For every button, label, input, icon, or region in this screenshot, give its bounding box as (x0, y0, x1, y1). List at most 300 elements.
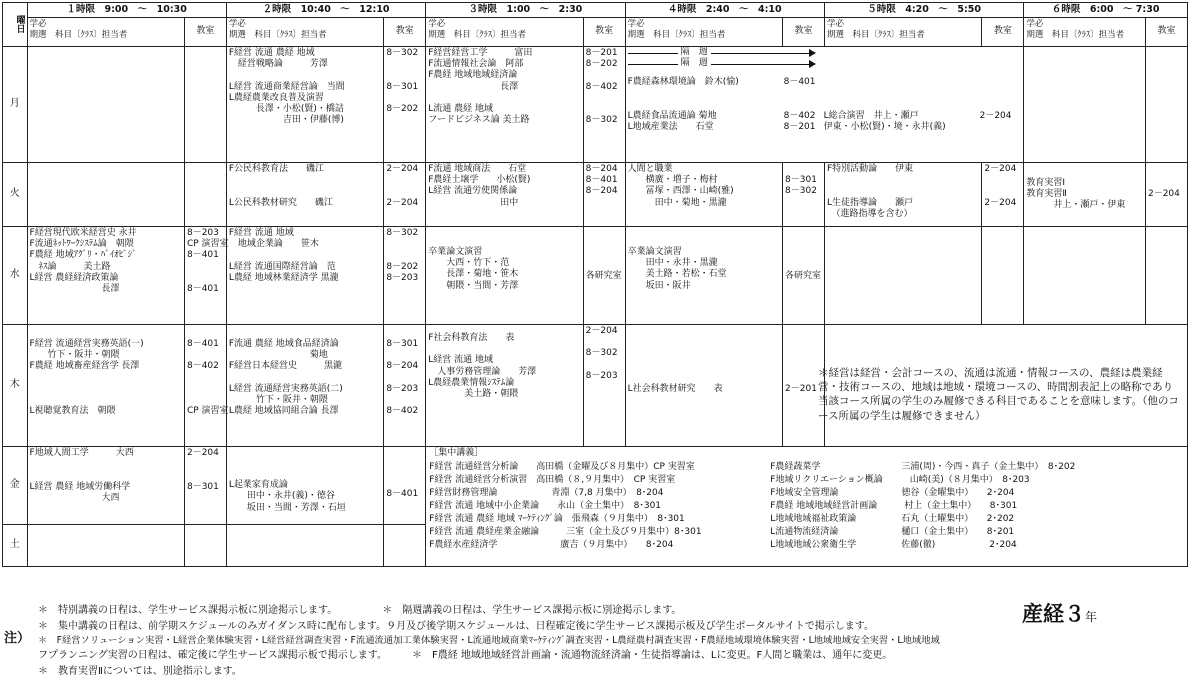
room-number: 8－402 (783, 110, 816, 121)
course-list (386, 228, 423, 284)
room-number: 8－402 (386, 406, 419, 417)
cell-mon-p6 (1024, 46, 1146, 162)
cell-wed-p2 (226, 226, 383, 324)
course-line: F経営経営工学 富田 (428, 47, 533, 58)
day-label-thu: 木 (3, 324, 28, 446)
course-line: 人間と職業 (627, 163, 673, 174)
room-number (586, 198, 623, 209)
room-number: 8－401 (186, 284, 219, 295)
notes-marker: 注） (4, 631, 31, 646)
row-friday (3, 446, 1188, 524)
course-line: F流通ﾈｯﾄﾜｰｸｼｽﾃﾑ論 朝隈 (29, 239, 134, 250)
course-line: F地域リクリエーション概論 山崎(美)（８月集中） 8･203 (770, 474, 1030, 485)
cell-thu-p1 (27, 324, 184, 446)
intensive-left-list (429, 461, 769, 552)
room-number: 8－302 (585, 348, 618, 359)
course-line: L農経 地域林業経済学 黒瀧 (228, 272, 339, 283)
footnote-line: ＊ F経営ソリューション実習・L経営企業体験実習・L経営経営調査実習・F流通流通加工業体験実習・L流通地域商業ﾏｰｹﾃｨﾝｸﾞ調査実習・L農経農村調査実習・F農経地域環境体験実習・L地域地域安全実習・L地域地域 (38, 635, 940, 646)
course-line (30, 470, 182, 481)
course-line: F経営 流通 地域中小企業論 永山（金土集中） 8･301 (429, 501, 662, 512)
room-number (785, 164, 822, 175)
course-list (628, 77, 778, 133)
cell-thu-p4 (625, 324, 782, 446)
course-col-header: 学必 期選 科目〔ｸﾗｽ〕担当者 (824, 17, 981, 46)
room-col-header: 教室 (783, 17, 825, 46)
course-line (229, 373, 381, 384)
course-line (628, 339, 780, 350)
course-list (784, 77, 822, 133)
room-number (187, 470, 224, 481)
course-list (785, 339, 822, 395)
room-number (784, 88, 822, 99)
course-line: 教育実習Ⅰ (1026, 177, 1065, 188)
course-line: 大西 (29, 492, 120, 503)
room-number (187, 395, 224, 406)
period-3-header: ３時限 1:00 ～ 2:30 (426, 3, 625, 18)
room-number (386, 93, 423, 104)
room-number (586, 70, 623, 81)
cell-mon-p4 (625, 46, 1024, 162)
room-number (386, 186, 423, 197)
course-line: F経営 流通経営分析演習 高田橋（８,９月集中） CP 実習室 (429, 474, 676, 485)
room-number (984, 175, 1021, 186)
course-line (30, 459, 182, 470)
course-list (229, 339, 381, 418)
room-number: 8－401 (585, 175, 618, 186)
course-col-header: 学必 期選 科目〔ｸﾗｽ〕担当者 (625, 17, 782, 46)
course-line: L農経農業情報ｼｽﾃﾑ論 (428, 377, 515, 388)
course-list (628, 164, 780, 209)
course-line: F流通 農経 地域食品経済論 (228, 338, 339, 349)
course-list (30, 339, 182, 418)
course-line: 人事労務管理論 芳澤 (428, 366, 537, 377)
course-line (628, 99, 778, 110)
course-line: 長澤 (29, 284, 120, 295)
course-list (586, 164, 623, 209)
room-number: 8－301 (785, 175, 817, 186)
course-line (628, 88, 778, 99)
course-line: 卒業論文演習 (627, 246, 682, 257)
room-number: 8－302 (785, 186, 817, 197)
room-number: CP 演習室 (186, 406, 229, 417)
course-line: L経営 農経 地域労働科学 (29, 481, 131, 492)
room-col-header: 教室 (583, 17, 625, 46)
room-number (187, 373, 224, 384)
cell-mon-p5 (824, 111, 978, 134)
course-line: ﾈｽ論 美土路 (29, 261, 111, 272)
room-mon-p5: 2－204 (979, 110, 1012, 121)
row-wednesday (3, 226, 1188, 324)
room-col-header: 教室 (384, 17, 426, 46)
room-number: 2－204 (585, 325, 618, 336)
course-line: F農経 地域ｱｸﾞﾘ・ﾊﾞｲｵﾋﾞｼﾞ (29, 250, 137, 261)
course-list (586, 48, 623, 127)
row-tuesday (3, 162, 1188, 226)
room-number: 8－202 (585, 59, 618, 70)
course-line: 長澤 (428, 81, 519, 92)
column-header-row (3, 17, 1188, 46)
course-list (628, 247, 780, 292)
course-line: L地域地域公衆衛生学 佐藤(徹) 2･204 (770, 540, 1017, 551)
room-number (187, 273, 224, 284)
day-header: 曜日 (3, 3, 28, 47)
day-label-sat: 土 (3, 524, 28, 566)
course-line (30, 373, 182, 384)
course-line: （進路指導を含む） (826, 208, 913, 219)
course-list (428, 247, 580, 292)
room-number: 8－203 (386, 272, 419, 283)
course-line: L生徒指導論 瀬戸 (826, 197, 913, 208)
cell-mon-p2 (226, 46, 383, 162)
footnote-line: ＊ 特別講義の日程は、学生サービス課掲示板に別途掲示します。 ＊ 隔週講義の日程は、学生サービス課掲示板に別途掲示します。 (38, 605, 682, 616)
course-line (229, 70, 381, 81)
room-tue-p2 (384, 162, 426, 226)
course-line: 田中・永井・黒瀧 (627, 258, 718, 269)
course-line (628, 373, 780, 384)
day-label-mon: 月 (3, 46, 28, 162)
course-line: 美土路・若松・石堂 (627, 269, 727, 280)
cell-thu-p3 (426, 324, 583, 446)
room-fri-p1 (184, 446, 226, 524)
room-number (984, 186, 1021, 197)
course-line (229, 186, 381, 197)
course-line (628, 361, 780, 372)
course-line: フードビジネス論 美土路 (428, 115, 530, 126)
cell-tue-p6 (1024, 162, 1146, 226)
room-number: 2－201 (785, 383, 817, 394)
room-number (386, 373, 423, 384)
course-line: F地域安全管理論 徳谷（金曜集中） 2･204 (770, 487, 1015, 498)
course-line: 坂田・阪井 (627, 280, 691, 291)
course-line (229, 469, 381, 480)
course-line: 朝隈・当間・芳澤 (428, 280, 519, 291)
period-2-header: ２時限 10:40 ～ 12:10 (226, 3, 425, 18)
course-abbreviation-note: ＊経営は経営・会計コースの、流通は流通・情報コースの、農経は農業経営・技術コースの、地域は地域・環境コースの、時間割表記上の略称であり当該コース所属の学生のみ履修できる科目であることを意味します。（他のコース所属の学生は履修できません） (818, 367, 1179, 422)
room-number (586, 93, 623, 104)
course-line: 伊東・小松(賢)・境・永井(義) (823, 122, 946, 133)
room-number: 8－402 (585, 81, 618, 92)
room-number: 8－204 (585, 186, 618, 197)
room-wed-p3: 各研究室 (583, 226, 625, 324)
room-number: 2－204 (186, 447, 219, 458)
course-line: L流通物流経済論 樋口（金土集中） 8･201 (770, 527, 1015, 538)
room-number: 8－203 (386, 383, 419, 394)
period-5-header: ５時限 4:20 ～ 5:50 (824, 3, 1023, 18)
footnote-line: ＊ 教育実習Ⅱについては、別途指示します。 (38, 665, 242, 677)
room-number: 8－204 (585, 163, 618, 174)
course-line: L視聴覚教育法 朝隈 (29, 406, 116, 417)
course-list (229, 164, 381, 209)
period-6-header: ６時限 6:00 ～ 7:30 (1024, 3, 1188, 18)
course-line: F経営 流通経営実務英語(一) (29, 338, 144, 349)
cell-wed-p1 (27, 226, 184, 324)
room-col-header: 教室 (982, 17, 1024, 46)
course-line: L社会科教材研究 表 (627, 383, 723, 394)
course-line: 教育実習Ⅱ (1026, 188, 1067, 199)
course-line: L経営 流通 地域 (428, 355, 493, 366)
course-line: F公民科教育法 磯江 (228, 163, 325, 174)
course-line (30, 395, 182, 406)
course-line: F農経森林環境論 鈴木(愉) (627, 76, 739, 87)
room-number: 8－301 (386, 81, 419, 92)
room-col-header: 教室 (1145, 17, 1187, 46)
course-list (628, 339, 780, 395)
course-line: 吉田・伊藤(博) (228, 115, 344, 126)
room-thu-p2 (384, 324, 426, 446)
room-number (785, 339, 822, 350)
course-line: F農経水産経済学 廣吉（９月集中） 8･204 (429, 540, 674, 551)
room-number (386, 395, 423, 406)
course-list (186, 227, 229, 296)
biweekly-arrow: 隔 週 (628, 60, 816, 69)
room-number: 2－204 (386, 197, 419, 208)
cell-wed-p4 (625, 226, 782, 324)
room-number (984, 209, 1021, 220)
cell-fri-p1 (27, 446, 184, 524)
room-number (386, 250, 423, 261)
room-thu-p1 (184, 324, 229, 446)
period-1-header: １時限 9:00 ～ 10:30 (27, 3, 226, 18)
room-number: 8－203 (585, 370, 618, 381)
course-line: F地域人間工学 大西 (29, 447, 134, 458)
room-number (586, 337, 623, 348)
room-number: 8－201 (783, 121, 816, 132)
day-label-tue: 火 (3, 162, 28, 226)
course-list (386, 48, 423, 127)
course-line: L農経 地域協同組合論 長澤 (228, 406, 339, 417)
course-line (229, 250, 381, 261)
course-line: 横廣・増子・梅村 (627, 175, 718, 186)
course-line: F農経 地域地域経営計画論 村上（金土集中） 8･301 (770, 501, 1018, 512)
room-number: 2－204 (984, 163, 1017, 174)
course-line: 冨塚・西澤・山崎(雅) (627, 186, 734, 197)
room-number (386, 239, 423, 250)
course-line: L公民科教材研究 磯江 (228, 197, 333, 208)
course-line (827, 186, 979, 197)
cell-thu-p2 (226, 324, 383, 446)
course-line (827, 175, 979, 186)
intensive-title: ［集中講義］ (429, 447, 484, 458)
room-number (785, 361, 822, 372)
course-list (984, 164, 1021, 220)
course-line: 地域企業論 笹木 (228, 239, 319, 250)
course-col-header: 学必 期選 科目〔ｸﾗｽ〕担当者 (426, 17, 583, 46)
room-number: 8－201 (585, 47, 618, 58)
course-line: F経営現代欧米経営史 永井 (29, 227, 137, 238)
course-list (187, 448, 224, 504)
room-number (386, 175, 423, 186)
course-list (229, 469, 381, 514)
course-line: 田中・永井(義)・徳谷 (228, 491, 335, 502)
footnote-line: ＊ 集中講義の日程は、前学期スケジュールのみガイダンス時に配布します。９月及び後学期スケジュールは、日程確定後に学生サービス課掲示板及び学生ポータルサイトで掲示します。 (38, 620, 874, 632)
cell-tue-p5 (824, 162, 981, 226)
timetable-sheet (2, 2, 1188, 600)
course-line: 田中・菊地・黒瀧 (627, 197, 727, 208)
course-line: L総合演習 井上・瀬戸 (823, 110, 919, 121)
course-list (1026, 178, 1143, 212)
room-number (187, 493, 224, 504)
course-line (30, 384, 182, 395)
room-wed-p2 (384, 226, 426, 324)
course-line: L地域産業法 石堂 (627, 121, 714, 132)
room-number: 2－204 (386, 163, 419, 174)
course-line: 菊地 (228, 350, 328, 361)
footnote-line: フプランニング実習の日程は、確定後に学生サービス課掲示板で掲示します。 ＊ F農経 地域地域経営計画論・流通物流経済論・生徒指導論は、Lに変更。F人間と職業は、通年に変更。 (38, 650, 893, 662)
room-number (784, 99, 822, 110)
course-list (428, 48, 580, 127)
course-line (428, 344, 580, 355)
room-tue-p6: 2－204 (1145, 162, 1187, 226)
room-number (785, 198, 822, 209)
biweekly-arrow: 隔 週 (628, 49, 816, 58)
room-number: 8－401 (783, 76, 816, 87)
room-number: 8－302 (386, 47, 419, 58)
room-fri-p2: 8－401 (384, 446, 426, 524)
room-number: 8－203 (186, 227, 219, 238)
course-line: L経営 流通労使関係論 (428, 186, 518, 197)
course-line (428, 93, 580, 104)
day-label-wed: 水 (3, 226, 28, 324)
course-line: L起業家育成論 (228, 480, 288, 491)
course-line: 坂田・当間・芳澤・石垣 (228, 502, 346, 513)
room-number (386, 70, 423, 81)
course-line: 長澤・小松(賢)・橋詰 (228, 104, 344, 115)
course-line: L地域地域福祉政策論 石丸（土曜集中） 2･202 (770, 514, 1015, 525)
course-line: F特別活動論 伊東 (826, 163, 914, 174)
intensive-right-list (770, 461, 1190, 552)
course-col-header: 学必 期選 科目〔ｸﾗｽ〕担当者 (1024, 17, 1146, 46)
course-col-header: 学必 期選 科目〔ｸﾗｽ〕担当者 (27, 17, 184, 46)
course-list (386, 339, 423, 418)
course-line: 大西・竹下・范 (428, 258, 510, 269)
room-number: 8－402 (186, 361, 219, 372)
course-line: L経営 流通国際経営論 范 (228, 261, 336, 272)
course-list (30, 228, 182, 296)
cell-wed-p3 (426, 226, 583, 324)
course-line: F経営 流通 農経 地域 (228, 47, 315, 58)
course-line: 竹下・阪井・朝隈 (29, 350, 120, 361)
cell-tue-p4 (625, 162, 782, 226)
room-number (586, 382, 623, 393)
room-number (187, 384, 224, 395)
course-list (827, 164, 979, 220)
row-monday (3, 46, 1188, 162)
room-number (785, 373, 822, 384)
course-line: 卒業論文演習 (428, 246, 483, 257)
room-wed-p4: 各研究室 (783, 226, 825, 324)
room-number: 8－202 (386, 104, 419, 115)
course-line: L経営 流通経営実務英語(二) (228, 383, 343, 394)
course-list (428, 333, 580, 401)
period-4-header: ４時限 2:40 ～ 4:10 (625, 3, 824, 18)
course-line: L経営 流通商業経営論 当間 (228, 81, 345, 92)
course-line: 美土路・朝隈 (428, 389, 519, 400)
room-number (187, 262, 224, 273)
room-number (386, 115, 423, 126)
course-list (428, 164, 580, 209)
course-line: 井上・瀬戸・伊東 (1026, 200, 1126, 210)
room-number (586, 104, 623, 115)
cell-tue-p3 (426, 162, 583, 226)
course-line: 竹下・阪井・朝隈 (228, 395, 328, 406)
course-list (229, 228, 381, 284)
course-list (586, 326, 623, 394)
course-line: F経営 流通経営分析論 高田橋（金曜及び８月集中）CP 実習室 (429, 461, 695, 472)
cell-fri-p2 (226, 446, 383, 524)
room-number: 8－302 (386, 227, 419, 238)
course-line: F流通 地域商法 石堂 (428, 163, 527, 174)
cell-tue-p2 (226, 162, 383, 226)
course-line: F経営 流通 農経 地域 ﾏｰｹﾃｨﾝｸﾞ論 張飛森（９月集中） 8･301 (429, 514, 685, 525)
course-list (186, 338, 229, 418)
cell-mon-p3 (426, 46, 583, 162)
course-line: F農経 地域地域経済論 (428, 70, 518, 81)
course-line: L経営 農経経済政策論 (29, 272, 119, 283)
timetable (2, 2, 1188, 567)
room-tue-p4 (783, 162, 825, 226)
course-list (785, 164, 822, 209)
footnotes (6, 603, 1028, 679)
room-number: 8－302 (585, 115, 618, 126)
room-number (386, 350, 423, 361)
course-line (229, 175, 381, 186)
course-line: L農経農業改良普及演習 (228, 92, 324, 103)
room-number: 8－202 (386, 261, 419, 272)
room-number (586, 360, 623, 371)
course-line: F経営 流通 地域 (228, 227, 294, 238)
course-col-header: 学必 期選 科目〔ｸﾗｽ〕担当者 (226, 17, 383, 46)
room-number: 8－204 (386, 361, 419, 372)
course-line: F農経土壌学 小松(賢) (428, 175, 531, 186)
room-thu-p3 (583, 324, 625, 446)
room-mon-p3 (583, 46, 625, 162)
cell-mon-p1 (27, 46, 184, 162)
course-list (386, 164, 423, 209)
course-line: F経営日本経営史 黒瀧 (228, 361, 343, 372)
day-label-fri: 金 (3, 446, 28, 524)
room-number: 8－301 (186, 481, 219, 492)
course-line: L農経食品流通論 菊地 (627, 110, 717, 121)
course-list (229, 48, 381, 127)
room-number: 8－401 (186, 250, 219, 261)
room-tue-p3 (583, 162, 625, 226)
room-number: CP 演習室 (186, 239, 229, 250)
room-number (386, 59, 423, 70)
room-number (187, 459, 224, 470)
course-line: F農経蔬菜学 三浦(周)・今西・真子（金土集中） 8･202 (770, 461, 1076, 472)
room-number: 2－204 (984, 197, 1017, 208)
course-line: F経営財務管理論 青淵（7,8 月集中） 8･204 (429, 487, 664, 498)
room-number: 8－301 (386, 338, 419, 349)
course-list (30, 448, 182, 504)
course-line (628, 350, 780, 361)
room-col-header: 教室 (184, 17, 226, 46)
course-line: F流通情報社会論 阿部 (428, 59, 524, 70)
grade-badge: 産経３年 (1022, 601, 1098, 626)
course-line: 田中 (428, 197, 519, 208)
room-number (785, 350, 822, 361)
room-tue-p5 (982, 162, 1024, 226)
course-line: F農経 地域畜産経営学 長澤 (29, 361, 140, 372)
course-line: L流通 農経 地域 (428, 104, 493, 115)
room-number: 8－401 (186, 338, 219, 349)
course-line: F経営 流通 農経産業金融論 三室（金土及び９月集中）8･301 (429, 527, 702, 538)
room-wed-p1 (184, 226, 229, 324)
room-number (187, 350, 224, 361)
course-line: F社会科教育法 表 (428, 332, 515, 343)
course-line: 長澤・菊地・笹木 (428, 269, 519, 280)
intensive-lectures (426, 446, 1188, 566)
